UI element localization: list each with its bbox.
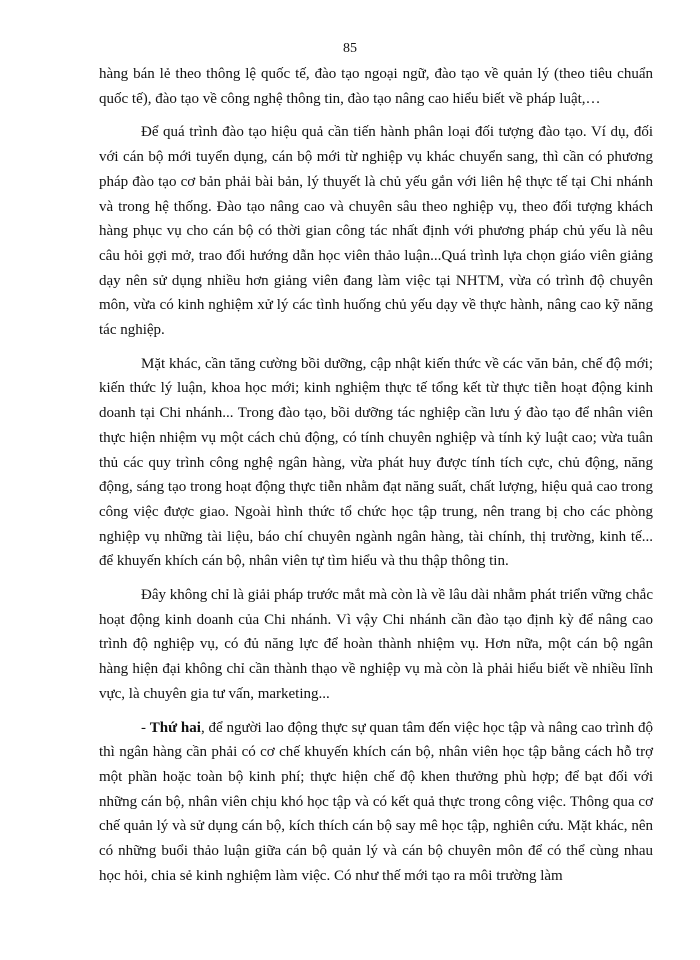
second-point-heading: Thứ hai	[149, 719, 201, 736]
second-point-text: , để người lao động thực sự quan tâm đến việc học tập và nâng cao trình độ thì ngân hàng cần phải có cơ chế khuyến khích cán bộ, nhân viên học tập bằng cách hỗ trợ một phần hoặc toàn bộ kinh phí; thực hiện chế độ khen thưởng phù hợp; để bạt đối với những cán bộ, nhân viên chịu khó học tập và có kết quả thực trong công việc. Thông qua cơ chế quản lý và sử dụng cán bộ, kích thích cán bộ say mê học tập, nghiên cứu. Mặt khác, nên có những buổi thảo luận giữa cán bộ quản lý và cán bộ chuyên môn để có thể cùng nhau học hỏi, chia sẻ kinh nghiệm làm việc. Có như thế mới tạo ra môi trường làm	[99, 719, 654, 884]
page-number: 85	[343, 41, 357, 56]
paragraph-second-point	[99, 716, 653, 889]
document-body	[99, 62, 653, 898]
paragraph-training-classification: Để quá trình đào tạo hiệu quả cần tiến hành phân loại đối tượng đào tạo. Ví dụ, đối với cán bộ mới tuyển dụng, cán bộ mới từ nghiệp vụ khác chuyển sang, thì cần có phương pháp đào tạo cơ bản phải bài bản, lý thuyết là chủ yếu gắn với liên hệ thực tế tại Chi nhánh và trong hệ thống. Đào tạo nâng cao và chuyên sâu theo nghiệp vụ, theo đối tượng khách hàng phục vụ cho cán bộ có thời gian công tác nhất định với phương pháp chủ yếu là nêu câu hỏi gợi mở, trao đổi hướng dẫn học viên thảo luận...Quá trình lựa chọn giáo viên giảng dạy nên sử dụng nhiều hơn giảng viên đang làm việc tại NHTM, vừa có trình độ chuyên môn, vừa có kinh nghiệm xử lý các tình huống chủ yếu dạy về thực hành, nâng cao kỹ năng tác nghiệp.	[99, 124, 653, 339]
paragraph-continued: hàng bán lẻ theo thông lệ quốc tế, đào tạo ngoại ngữ, đào tạo về quản lý (theo tiêu chuẩn quốc tế), đào tạo về công nghệ thông tin, đào tạo nâng cao hiểu biết về pháp luật,…	[99, 66, 653, 107]
list-dash: -	[141, 719, 150, 736]
paragraph-long-term-solution: Đây không chỉ là giải pháp trước mắt mà còn là về lâu dài nhằm phát triển vững chắc hoạt động kinh doanh của Chi nhánh. Vì vậy Chi nhánh cần đào tạo định kỳ để nâng cao trình độ nghiệp vụ, có đủ năng lực để hoàn thành nhiệm vụ. Hơn nữa, một cán bộ ngân hàng hiện đại không chỉ cần thành thạo về nghiệp vụ mà còn là phải hiểu biết về nhiều lĩnh vực, là chuyên gia tư vấn, marketing...	[99, 587, 653, 702]
paragraph-knowledge-update: Mặt khác, cần tăng cường bồi dưỡng, cập nhật kiến thức về các văn bản, chế độ mới; kiến thức lý luận, khoa học mới; kinh nghiệm thực tế tổng kết từ thực tiễn hoạt động kinh doanh tại Chi nhánh... Trong đào tạo, bồi dưỡng tác nghiệp cần lưu ý đào tạo để nhân viên thực hiện nhiệm vụ một cách chủ động, có tính chuyên nghiệp và tính kỷ luật cao; vừa tuân thủ các quy trình công nghệ ngân hàng, vừa phát huy được tính tích cực, chủ động, năng động, sáng tạo trong hoạt động thực tiễn nhằm đạt năng suất, chất lượng, hiệu quả cao trong công việc được giao. Ngoài hình thức tổ chức học tập trung, nên trang bị cho các phòng nghiệp vụ những tài liệu, báo chí chuyên ngành ngân hàng, tài chính, thị trường, kinh tế... để khuyến khích cán bộ, nhân viên tự tìm hiểu và thu thập thông tin.	[99, 355, 653, 570]
